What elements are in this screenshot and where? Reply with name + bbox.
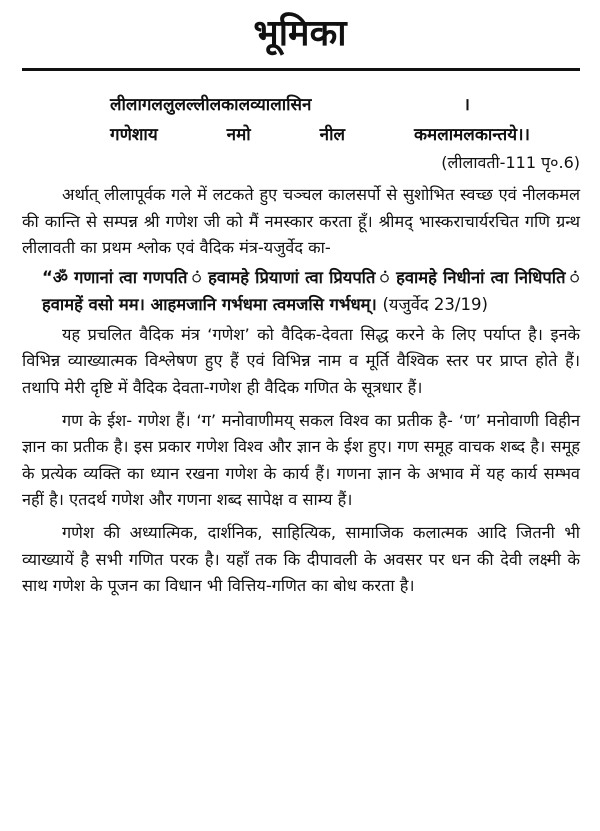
paragraph-4: गणेश की अध्यात्मिक, दार्शनिक, साहित्यिक, सामाजिक कलात्मक आदि जितनी भी व्याख्यायें है सभी गणित परक है। यहाँ तक कि दीपावली के अवसर पर धन की देवी लक्ष्मी के साथ गणेश के पूजन का विधान भी वित्तिय-गणित का बोध करता है। bbox=[22, 522, 580, 596]
paragraph-3: गण के ईश- गणेश हैं। ‘ग’ मनोवाणीमय् सकल विश्व का प्रतीक है- ‘ण’ मनोवाणी विहीन ज्ञान का प्रतीक है। इस प्रकार गणेश विश्व और ज्ञान के ईश हुए। गण समूह वाचक शब्द है। समूह के प्रत्येक व्यक्ति का ध्यान रखना गणेश के कार्य हैं। गणना ज्ञान के अभाव में यह कार्य सम्भव नहीं है। एतदर्थ गणेश और गणना शब्द सापेक्ष व साम्य हैं। bbox=[22, 410, 580, 510]
shloka-line-1-text: लीलागललुलल्लीलकालव्यालासिन bbox=[110, 95, 312, 115]
shloka-source: (लीलावती-111 पृ०.6) bbox=[441, 153, 580, 172]
opening-shloka bbox=[110, 90, 530, 150]
shloka-word: गणेशाय bbox=[110, 125, 158, 145]
shloka-line-2 bbox=[110, 120, 530, 150]
body-text bbox=[22, 182, 580, 606]
shloka-line-1 bbox=[110, 90, 530, 120]
mantra-text: “ॐ गणानां त्वा गणपति ं हवामहे प्रियाणां त्वा प्रियपति ं हवामहे निधीनां त्वा निधिपति ं हवामहें वसो मम। आहमजानि गर्भधमा त्वमजसि गर्भधम्। bbox=[42, 267, 580, 314]
shloka-line-1-mark: । bbox=[463, 95, 470, 115]
mantra-reference: (यजुर्वेद 23/19) bbox=[382, 294, 488, 314]
title-underline bbox=[22, 68, 580, 71]
shloka-word: नील bbox=[319, 125, 346, 145]
paragraph-2: यह प्रचलित वैदिक मंत्र ‘गणेश’ को वैदिक-देवता सिद्ध करने के लिए पर्याप्त है। इनके विभिन्न व्याख्यात्मक विश्लेषण हुए हैं एवं विभिन्न नाम व मूर्ति वैश्विक स्तर पर प्राप्त होते हैं। तथापि मेरी दृष्टि में वैदिक देवता-गणेश ही वैदिक गणित के सूत्रधार हैं। bbox=[22, 324, 580, 397]
shloka-word: कमलामलकान्तये।। bbox=[413, 125, 530, 145]
vedic-mantra bbox=[42, 264, 580, 318]
paragraph-1: अर्थात् लीलापूर्वक गले में लटकते हुए चञ्चल कालसर्पो से सुशोभित स्वच्छ एवं नीलकमल की कान्ति से सम्पन्न श्री गणेश जी को मैं नमस्कार करता हूँ। श्रीमद् भास्कराचार्यरचित गणि ग्रन्थ लीलावती का प्रथम श्लोक एवं वैदिक मंत्र-यजुर्वेद का- bbox=[22, 185, 580, 258]
page-title: भूमिका bbox=[253, 13, 347, 54]
shloka-word: नमो bbox=[226, 125, 251, 145]
